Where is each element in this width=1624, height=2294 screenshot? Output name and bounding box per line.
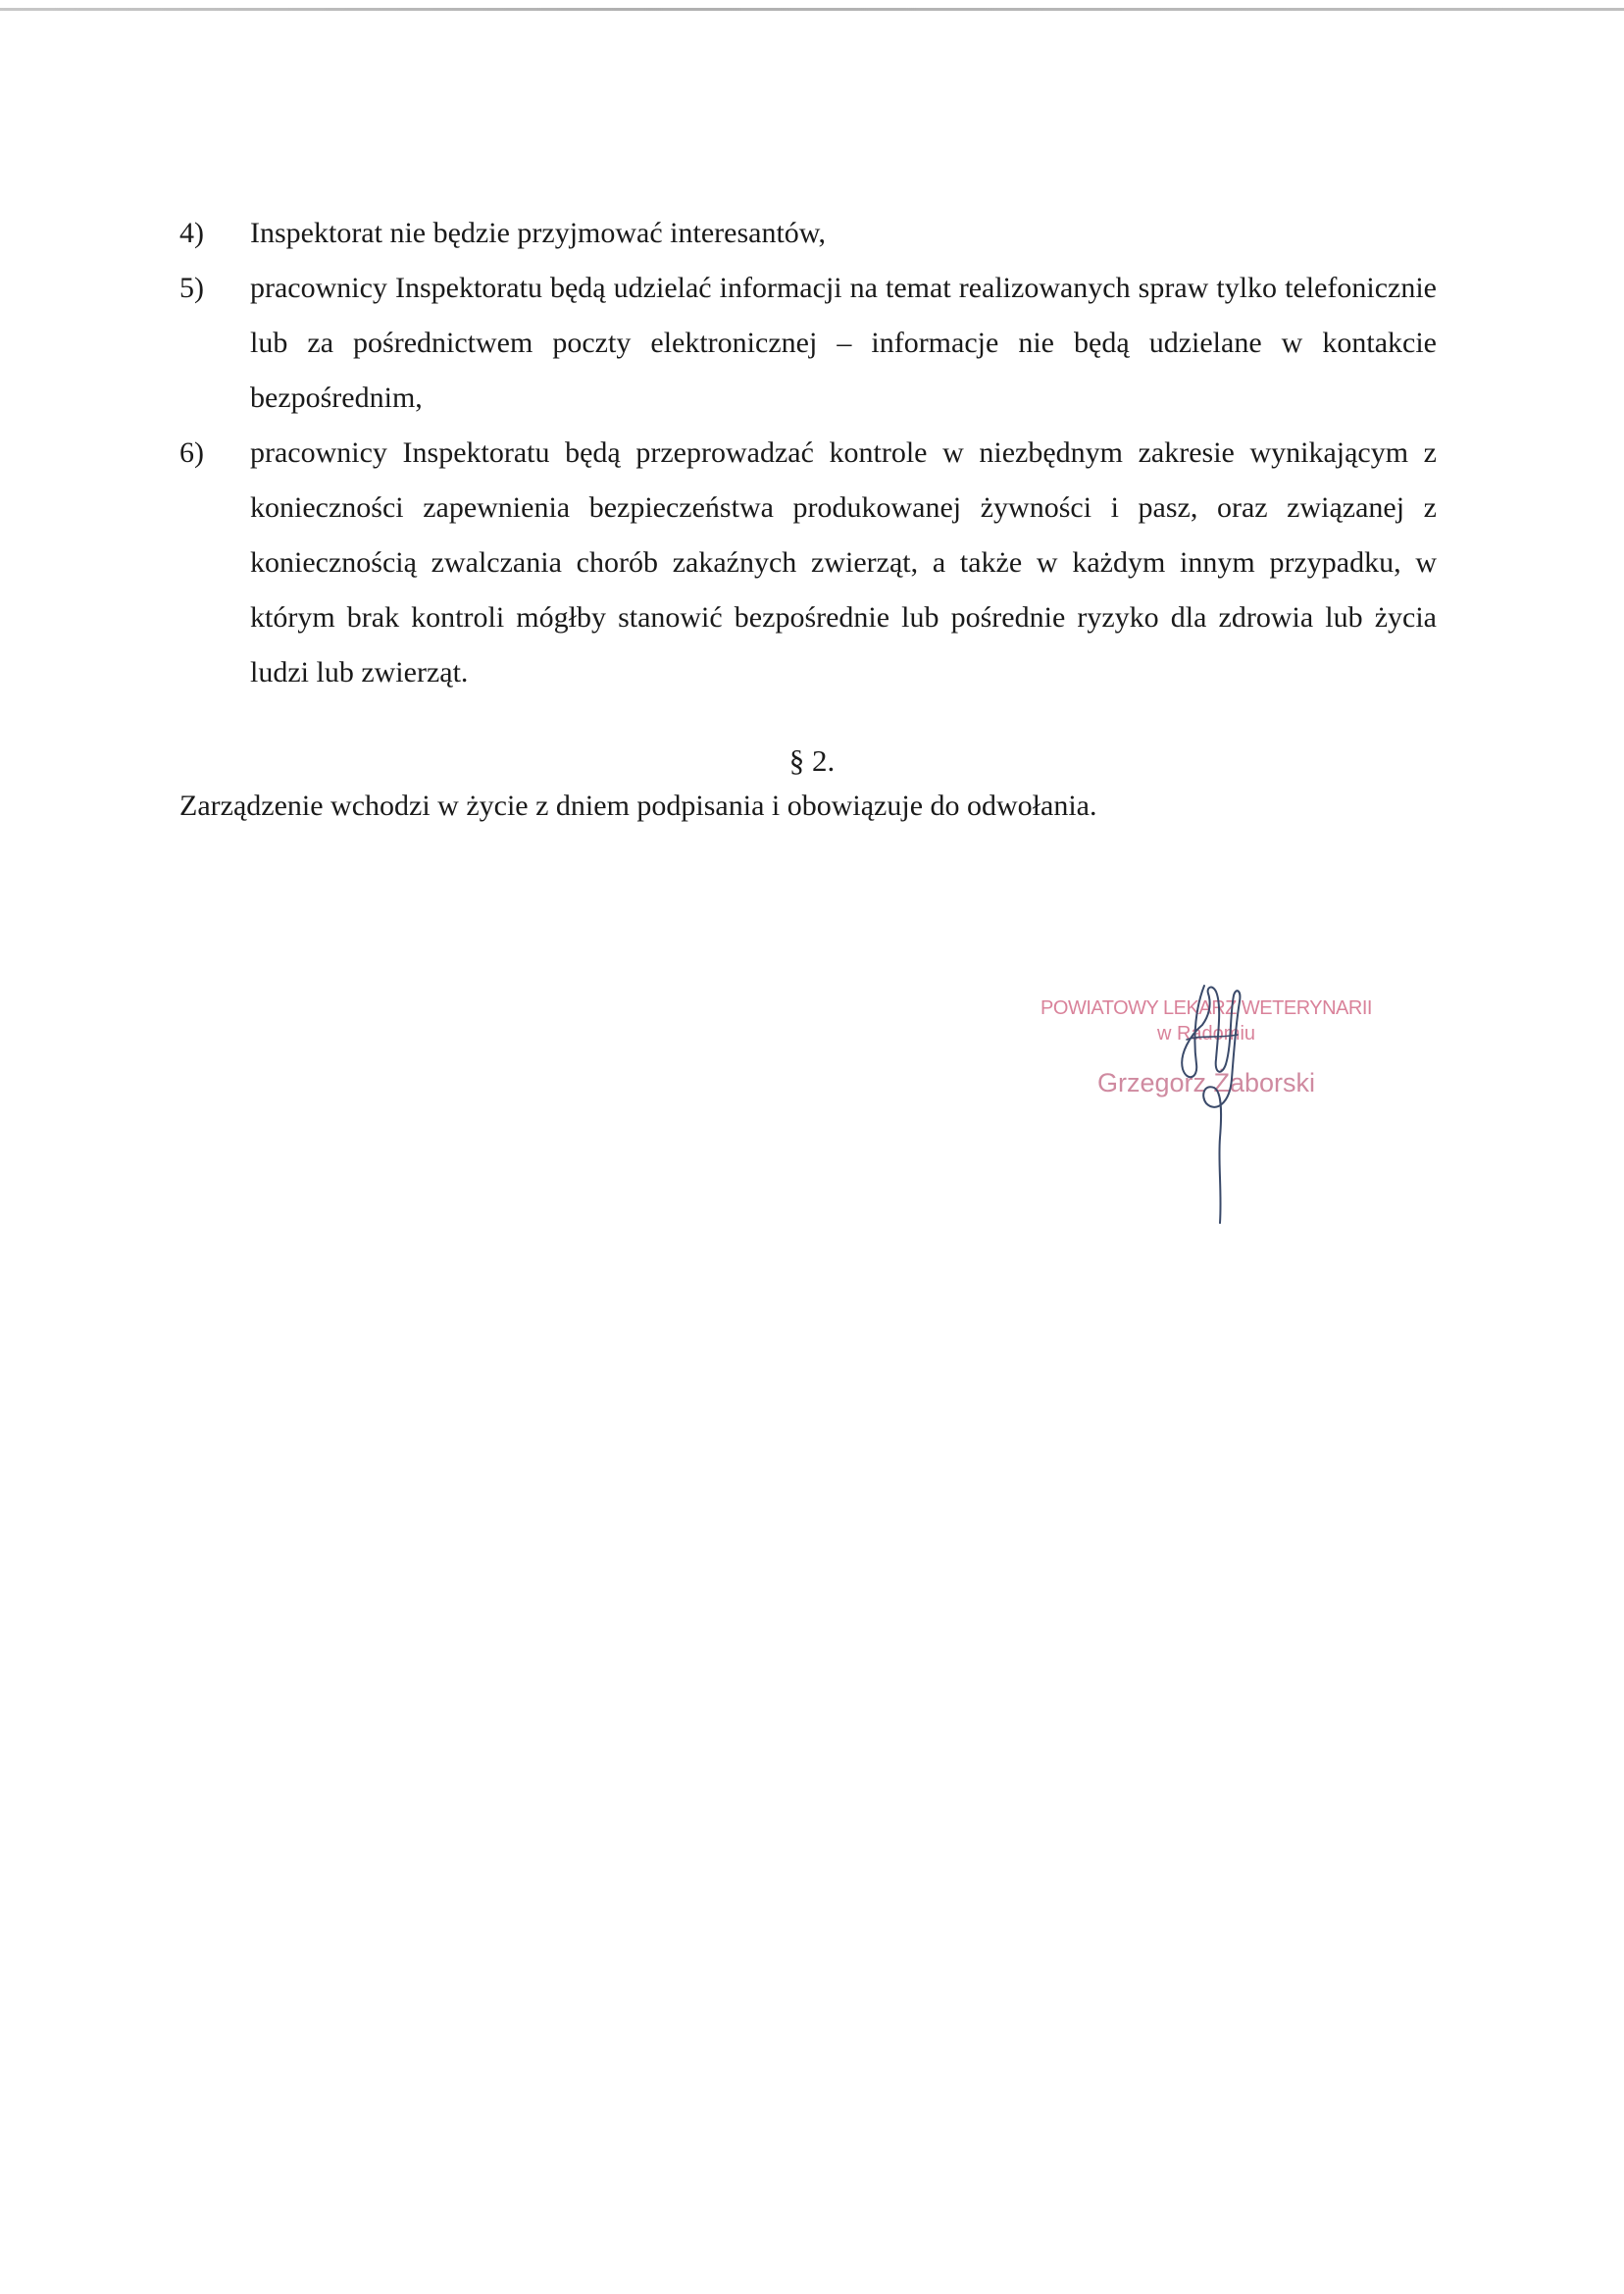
handwritten-signature <box>1157 966 1275 1231</box>
list-item-number: 5) <box>179 272 204 304</box>
stamp-signatory-name: Grzegorz Żaborski <box>1096 1068 1316 1097</box>
list-item-number: 6) <box>179 436 204 469</box>
stamp-city: w Radomiu <box>1156 1023 1256 1045</box>
list-item-number: 4) <box>179 217 204 249</box>
list-item-text: pracownicy Inspektoratu będą udzielać informacji na temat realizowanych spraw tylko telefonicznie lub za pośrednictwem poczty elektronicznej – informacje nie będą udzielane w kontakcie bezpośrednim, <box>250 272 1437 414</box>
signature-stroke <box>1182 986 1240 1223</box>
stamp-office-title: POWIATOWY LEKARZ WETERYNARII <box>1040 997 1372 1019</box>
section-heading: § 2. <box>788 743 836 778</box>
list-item-text: Inspektorat nie będzie przyjmować interesantów, <box>250 217 826 249</box>
list-item <box>179 261 1437 426</box>
list-item <box>179 426 1437 700</box>
scan-top-edge <box>0 8 1624 11</box>
numbered-list <box>179 206 1437 700</box>
list-item-text: pracownicy Inspektoratu będą przeprowadzać kontrole w niezbędnym zakresie wynikającym z konieczności zapewnienia bezpieczeństwa produkowanej żywności i pasz, oraz związanej z koniecznością zwalczania chorób zakaźnych zwierząt, a także w każdym innym przypadku, w którym brak kontroli mógłby stanowić bezpośrednie lub pośrednie ryzyko dla zdrowia lub życia ludzi lub zwierząt. <box>250 436 1437 688</box>
list-item <box>179 206 1437 261</box>
closing-paragraph: Zarządzenie wchodzi w życie z dniem podpisania i obowiązuje do odwołania. <box>179 790 1097 822</box>
